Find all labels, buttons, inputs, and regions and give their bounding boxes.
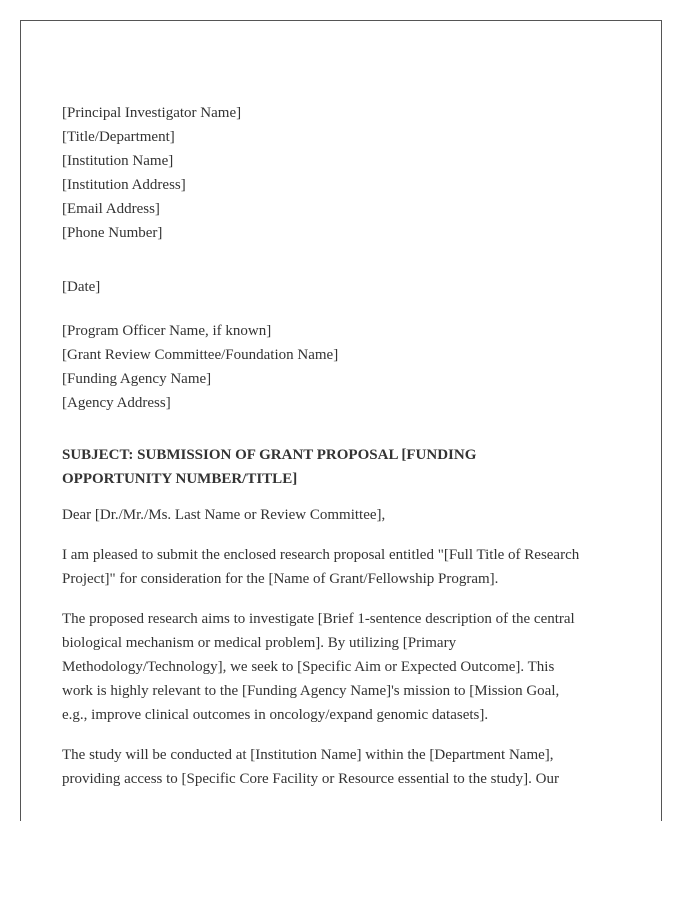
letter-date: [Date] — [62, 279, 101, 295]
sender-block — [62, 101, 622, 245]
recipient-address: [Agency Address] — [62, 395, 171, 411]
paragraph-line: The study will be conducted at [Institution Name] within the [Department Name], — [62, 747, 554, 763]
body-paragraph-2 — [62, 607, 622, 727]
date-block — [62, 275, 622, 299]
sender-email: [Email Address] — [62, 201, 160, 217]
subject-line-1: SUBJECT: SUBMISSION OF GRANT PROPOSAL [FUNDING — [62, 447, 477, 463]
paragraph-line: e.g., improve clinical outcomes in oncology/expand genomic datasets]. — [62, 707, 489, 723]
paragraph-line: The proposed research aims to investigate [Brief 1-sentence description of the central — [62, 611, 575, 627]
letter-page — [20, 20, 662, 821]
sender-name: [Principal Investigator Name] — [62, 105, 242, 121]
paragraph-line: work is highly relevant to the [Funding Agency Name]'s mission to [Mission Goal, — [62, 683, 560, 699]
recipient-committee: [Grant Review Committee/Foundation Name] — [62, 347, 339, 363]
salutation — [62, 503, 622, 527]
subject-line-2: OPPORTUNITY NUMBER/TITLE] — [62, 471, 298, 487]
paragraph-line: biological mechanism or medical problem]. By utilizing [Primary — [62, 635, 457, 651]
paragraph-line: providing access to [Specific Core Facility or Resource essential to the study]. Our — [62, 771, 559, 787]
sender-institution: [Institution Name] — [62, 153, 174, 169]
paragraph-line: Project]" for consideration for the [Name of Grant/Fellowship Program]. — [62, 571, 499, 587]
paragraph-line: Methodology/Technology], we seek to [Specific Aim or Expected Outcome]. This — [62, 659, 555, 675]
letter-content — [62, 101, 622, 791]
sender-title: [Title/Department] — [62, 129, 175, 145]
recipient-block — [62, 319, 622, 415]
recipient-officer: [Program Officer Name, if known] — [62, 323, 272, 339]
sender-phone: [Phone Number] — [62, 225, 163, 241]
paragraph-line: I am pleased to submit the enclosed research proposal entitled "[Full Title of Research — [62, 547, 580, 563]
subject-line — [62, 443, 622, 491]
salutation-text: Dear [Dr./Mr./Ms. Last Name or Review Committee], — [62, 507, 386, 523]
body-paragraph-1 — [62, 543, 622, 591]
recipient-agency: [Funding Agency Name] — [62, 371, 212, 387]
body-paragraph-3 — [62, 743, 622, 791]
sender-address: [Institution Address] — [62, 177, 186, 193]
